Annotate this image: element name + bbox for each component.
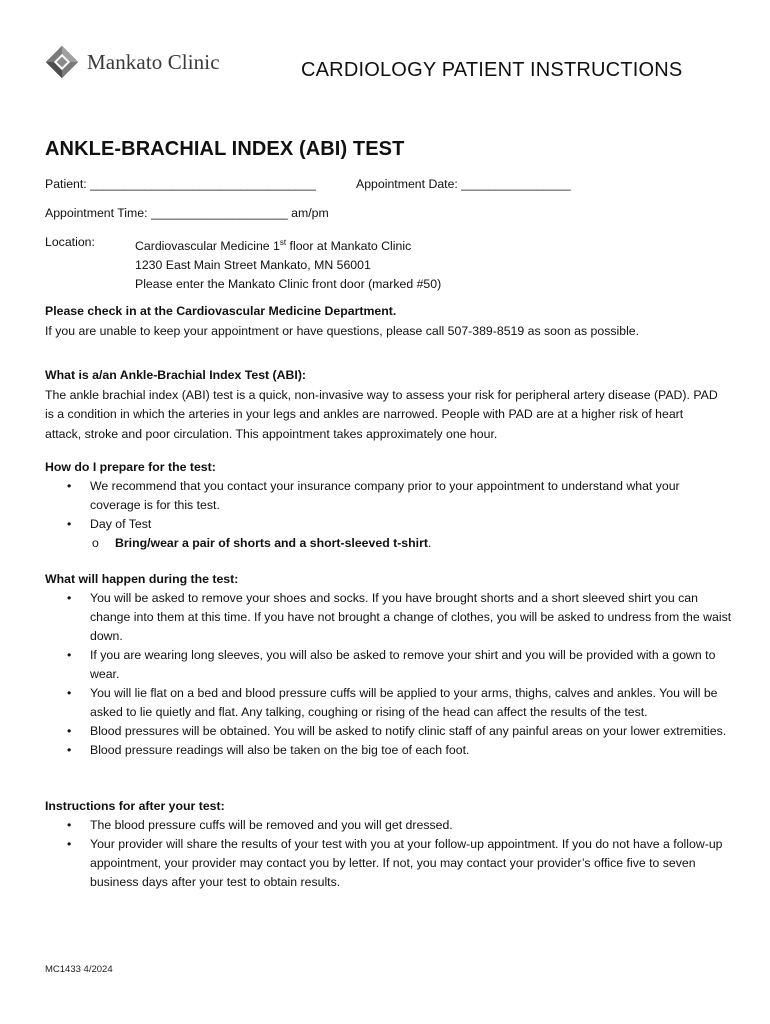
after-list [45, 816, 735, 892]
location-label: Location: [45, 235, 95, 249]
clinic-logo [44, 44, 220, 80]
appointment-date-field: Appointment Date: ________________ [356, 177, 571, 191]
mankato-clinic-logo-icon [44, 44, 80, 80]
location-address [135, 233, 715, 294]
checkin-text: If you are unable to keep your appointment or have questions, please call 507-389-8519 as soon as possible. [45, 323, 640, 338]
list-item: • Your provider will share the results of your test with you at your follow-up appointment. If you do not have a follow-up appointment, your provider may contact you by letter. If not, you may contact your provider’s office five to seven business days after your test to obtain results. [45, 835, 735, 892]
form-code-footer: MC1433 4/2024 [45, 964, 113, 975]
header-title: CARDIOLOGY PATIENT INSTRUCTIONS [301, 59, 683, 81]
list-item: • Day of Test o Bring/wear a pair of shorts and a short-sleeved t-shirt. [45, 515, 735, 553]
location-line-1: Cardiovascular Medicine 1st floor at Mankato Clinic [135, 238, 412, 254]
prepare-sub-list [90, 534, 735, 553]
list-item: • Blood pressure readings will also be taken on the big toe of each foot. [45, 741, 735, 760]
during-list [45, 589, 735, 760]
location-line-2: 1230 East Main Street Mankato, MN 56001 [135, 258, 371, 273]
list-item: • You will be asked to remove your shoes and socks. If you have brought shorts and a short sleeved shirt you can change into them at this time. If you have not brought a change of clothes, you will be asked to undress from the waist down. [45, 589, 735, 646]
list-item: • You will lie flat on a bed and blood pressure cuffs will be applied to your arms, thighs, calves and ankles. You will be asked to lie quietly and flat. Any talking, coughing or rising of the head can affect the results of the test. [45, 684, 735, 722]
what-is-text: The ankle brachial index (ABI) test is a quick, non-invasive way to assess your risk for peripheral artery disease (PAD). PAD is a condition in which the arteries in your legs and ankles are narrowed. People with PAD are at a higher risk of heart attack, stroke and poor circulation. This appointment takes approximately one hour. [45, 387, 718, 441]
prepare-list [45, 477, 735, 553]
what-is-heading: What is a/an Ankle-Brachial Index Test (ABI): [45, 368, 307, 382]
prepare-heading: How do I prepare for the test: [45, 460, 216, 474]
list-item: o Bring/wear a pair of shorts and a short-sleeved t-shirt. [90, 534, 735, 553]
list-item: • Blood pressures will be obtained. You will be asked to notify clinic staff of any painful areas on your lower extremities. [45, 722, 735, 741]
during-heading: What will happen during the test: [45, 572, 239, 586]
document-title: ANKLE-BRACHIAL INDEX (ABI) TEST [45, 138, 405, 160]
list-item: • If you are wearing long sleeves, you will also be asked to remove your shirt and you will be provided with a gown to wear. [45, 646, 735, 684]
checkin-section [45, 302, 735, 341]
location-line-3: Please enter the Mankato Clinic front door (marked #50) [135, 277, 442, 292]
logo-text: Mankato Clinic [87, 49, 220, 74]
appointment-time-field: Appointment Time: ____________________ am/pm [45, 206, 329, 220]
after-heading: Instructions for after your test: [45, 799, 225, 813]
patient-field: Patient: _________________________________ [45, 177, 316, 191]
checkin-heading: Please check in at the Cardiovascular Medicine Department. [45, 304, 397, 318]
list-item: • The blood pressure cuffs will be removed and you will get dressed. [45, 816, 735, 835]
what-is-section [45, 366, 720, 444]
list-item: • We recommend that you contact your insurance company prior to your appointment to understand what your coverage is for this test. [45, 477, 735, 515]
